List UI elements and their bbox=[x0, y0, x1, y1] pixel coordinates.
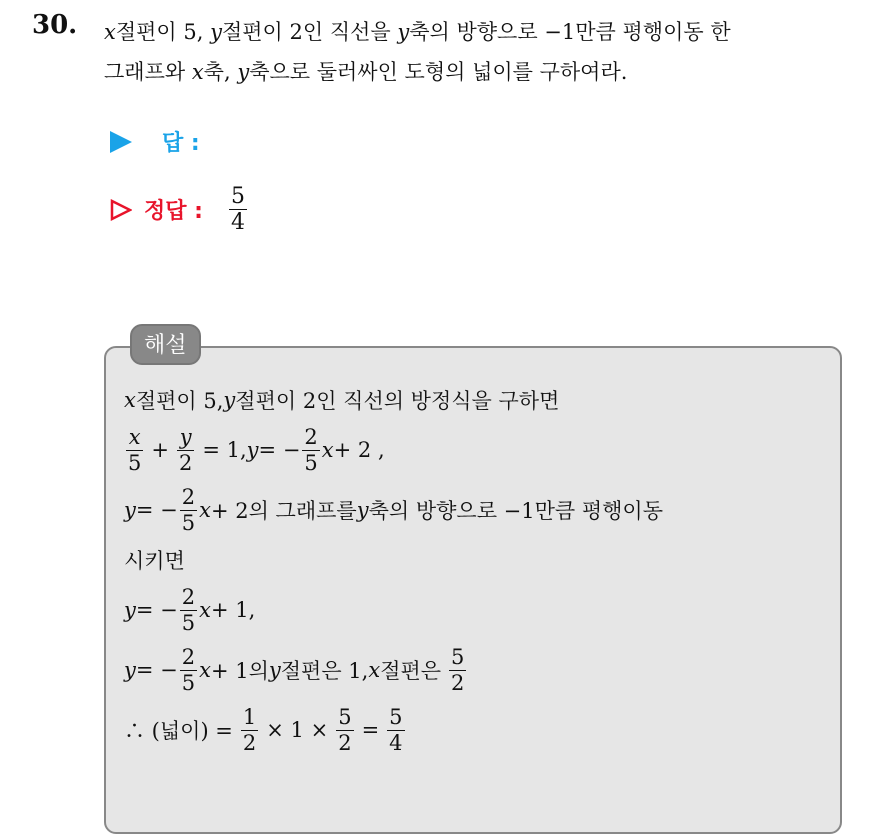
text: 축으로 둘러싸인 도형의 넓이를 구하여라. bbox=[249, 60, 628, 84]
math-var: x bbox=[124, 388, 136, 412]
denominator: 2 bbox=[178, 450, 193, 475]
question-number: 30. bbox=[32, 10, 78, 40]
math-var: y bbox=[124, 498, 136, 522]
outline-arrow-icon bbox=[110, 199, 132, 221]
denominator: 4 bbox=[389, 730, 403, 755]
numerator: 1 bbox=[242, 705, 257, 730]
explanation-content bbox=[124, 380, 824, 760]
math-var: y bbox=[356, 498, 369, 522]
text: = − bbox=[135, 598, 178, 622]
explanation-line-5 bbox=[124, 580, 824, 640]
text: + 2 , bbox=[333, 438, 385, 462]
math-var: y bbox=[124, 658, 136, 682]
explanation-line-4 bbox=[124, 540, 824, 580]
numerator: 2 bbox=[181, 645, 196, 670]
numerator: 5 bbox=[389, 705, 403, 730]
explanation-tab: 해설 bbox=[130, 324, 201, 365]
text: 축, bbox=[203, 60, 238, 84]
denominator: 5 bbox=[304, 450, 318, 475]
numerator: x bbox=[128, 425, 141, 450]
numerator: 2 bbox=[181, 585, 196, 610]
text: 절편은 1, bbox=[280, 659, 369, 683]
answer-row bbox=[110, 126, 200, 157]
denominator: 2 bbox=[451, 670, 465, 695]
denominator: 5 bbox=[181, 670, 196, 695]
text: + 1, bbox=[210, 598, 256, 622]
denominator: 5 bbox=[181, 510, 196, 535]
question-line-2 bbox=[104, 52, 874, 92]
explanation-line-2 bbox=[124, 420, 824, 480]
text: = bbox=[361, 718, 380, 742]
math-var: y bbox=[124, 598, 136, 622]
fraction bbox=[449, 645, 466, 694]
math-var: x bbox=[191, 60, 204, 84]
play-arrow-icon bbox=[110, 131, 132, 153]
math-var: x bbox=[199, 498, 211, 522]
question-line-1 bbox=[104, 12, 874, 52]
text: = − bbox=[135, 658, 178, 682]
question-text bbox=[104, 12, 874, 92]
explanation-line-3 bbox=[124, 480, 824, 540]
fraction bbox=[241, 705, 258, 754]
text: 절편이 5, bbox=[115, 20, 211, 44]
text: ∴ (넓이) = bbox=[124, 719, 233, 743]
fraction bbox=[387, 705, 404, 754]
text: 절편이 2인 직선의 방정식을 구하면 bbox=[235, 389, 560, 413]
denominator: 5 bbox=[128, 450, 142, 475]
math-var: x bbox=[368, 658, 381, 682]
denominator: 2 bbox=[242, 730, 257, 755]
denominator: 2 bbox=[338, 730, 352, 755]
explanation-line-6 bbox=[124, 640, 824, 700]
denominator: 5 bbox=[181, 610, 196, 635]
math-var: x bbox=[199, 658, 211, 682]
numerator: 2 bbox=[181, 485, 196, 510]
fraction bbox=[336, 705, 353, 754]
fraction bbox=[126, 425, 143, 474]
text: 절편이 5, bbox=[135, 389, 224, 413]
text: = 1, bbox=[202, 438, 247, 462]
text: 그래프와 bbox=[104, 60, 192, 84]
math-var: y bbox=[397, 20, 410, 44]
math-var: y bbox=[268, 658, 281, 682]
text: 축의 방향으로 −1만큼 평행이동 한 bbox=[409, 20, 731, 44]
text: + bbox=[151, 438, 169, 462]
math-var: y bbox=[237, 60, 250, 84]
math-var: y bbox=[246, 438, 259, 462]
correct-answer-row bbox=[110, 184, 249, 236]
fraction bbox=[177, 425, 194, 474]
math-var: y bbox=[223, 388, 236, 412]
math-var: y bbox=[210, 20, 222, 44]
fraction bbox=[302, 425, 319, 474]
text: + 2의 그래프를 bbox=[210, 499, 357, 523]
text: = − bbox=[135, 498, 178, 522]
text: + 1의 bbox=[210, 659, 269, 683]
text: 절편이 2인 직선을 bbox=[221, 20, 398, 44]
fraction bbox=[180, 645, 197, 694]
text: 축의 방향으로 −1만큼 평행이동 bbox=[368, 499, 664, 523]
text: × 1 × bbox=[266, 718, 329, 742]
correct-answer-fraction bbox=[229, 184, 247, 236]
math-var: x bbox=[104, 20, 116, 44]
text: = − bbox=[258, 438, 301, 462]
text: 시키면 bbox=[124, 549, 185, 573]
fraction bbox=[180, 585, 197, 634]
numerator: y bbox=[179, 425, 192, 450]
numerator: 5 bbox=[230, 184, 245, 209]
explanation-line-7 bbox=[124, 700, 824, 760]
answer-label: 답 : bbox=[162, 131, 200, 156]
text: 절편은 bbox=[380, 659, 442, 683]
correct-answer-label: 정답 : bbox=[144, 199, 203, 225]
numerator: 5 bbox=[338, 705, 352, 730]
math-var: x bbox=[199, 598, 211, 622]
denominator: 4 bbox=[230, 210, 245, 236]
math-var: x bbox=[321, 438, 334, 462]
numerator: 2 bbox=[304, 425, 318, 450]
numerator: 5 bbox=[451, 645, 465, 670]
explanation-line-1 bbox=[124, 380, 824, 420]
fraction bbox=[180, 485, 197, 534]
